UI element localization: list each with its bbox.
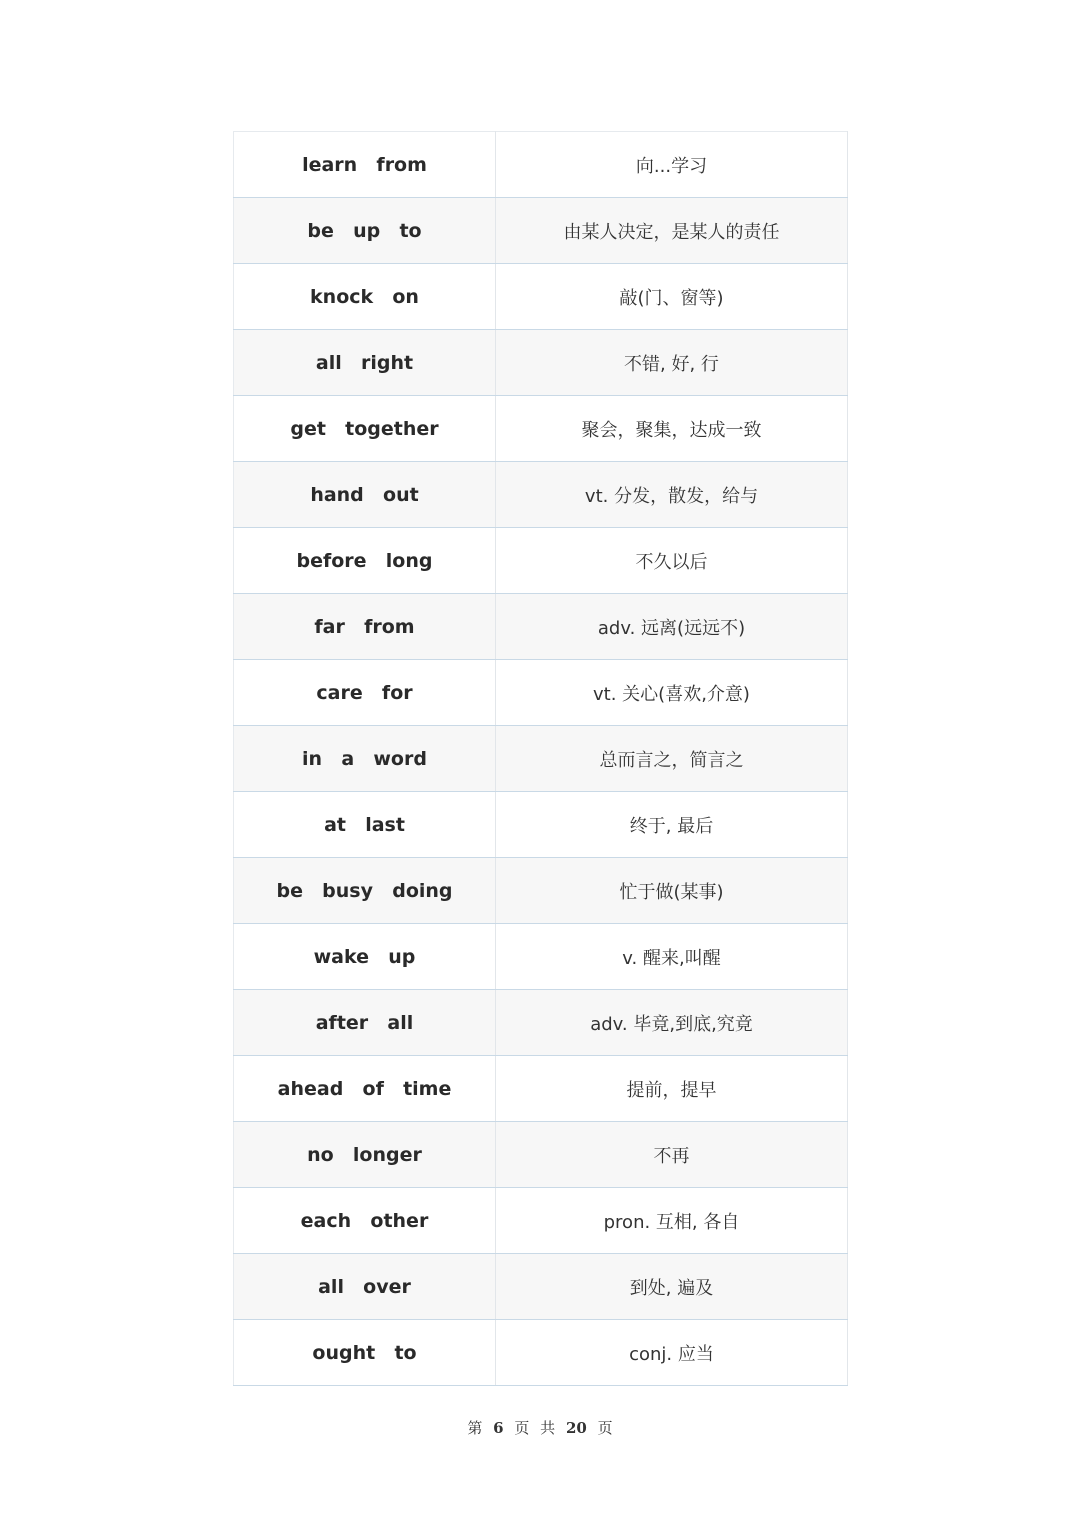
meaning-cell: 不久以后	[496, 528, 848, 594]
footer-suffix: 页	[597, 1419, 613, 1437]
meaning-cell: pron. 互相, 各自	[496, 1188, 848, 1254]
phrase-cell: wake up	[234, 924, 496, 990]
table-row	[234, 198, 848, 264]
phrase-cell: all right	[234, 330, 496, 396]
meaning-cell: 聚会，聚集，达成一致	[496, 396, 848, 462]
table-row	[234, 330, 848, 396]
meaning-cell: 总而言之，简言之	[496, 726, 848, 792]
table-row	[234, 1320, 848, 1386]
phrase-cell: ahead of time	[234, 1056, 496, 1122]
meaning-cell: 提前，提早	[496, 1056, 848, 1122]
meaning-cell: 不错, 好, 行	[496, 330, 848, 396]
phrase-cell: be busy doing	[234, 858, 496, 924]
phrase-cell: after all	[234, 990, 496, 1056]
meaning-cell: adv. 毕竟,到底,究竟	[496, 990, 848, 1056]
table-row	[234, 858, 848, 924]
phrase-cell: at last	[234, 792, 496, 858]
table-row	[234, 528, 848, 594]
phrase-cell: in a word	[234, 726, 496, 792]
table-row	[234, 1254, 848, 1320]
current-page-number: 6	[493, 1419, 504, 1437]
table-row	[234, 1122, 848, 1188]
phrase-cell: each other	[234, 1188, 496, 1254]
meaning-cell: vt. 分发，散发，给与	[496, 462, 848, 528]
table-row	[234, 990, 848, 1056]
table-row	[234, 462, 848, 528]
table-row	[234, 1056, 848, 1122]
meaning-cell: 由某人决定，是某人的责任	[496, 198, 848, 264]
footer-middle: 页 共	[514, 1419, 556, 1437]
meaning-cell: 终于, 最后	[496, 792, 848, 858]
table-row	[234, 792, 848, 858]
table-row	[234, 1188, 848, 1254]
vocabulary-table-body	[234, 132, 848, 1386]
meaning-cell: v. 醒来,叫醒	[496, 924, 848, 990]
table-row	[234, 264, 848, 330]
table-row	[234, 594, 848, 660]
table-row	[234, 660, 848, 726]
phrase-cell: get together	[234, 396, 496, 462]
table-row	[234, 726, 848, 792]
phrase-cell: all over	[234, 1254, 496, 1320]
phrase-cell: no longer	[234, 1122, 496, 1188]
table-row	[234, 396, 848, 462]
table-row	[234, 924, 848, 990]
footer-prefix: 第	[467, 1419, 483, 1437]
phrase-cell: far from	[234, 594, 496, 660]
phrase-cell: care for	[234, 660, 496, 726]
meaning-cell: 敲(门、窗等)	[496, 264, 848, 330]
meaning-cell: 向...学习	[496, 132, 848, 198]
meaning-cell: 忙于做(某事)	[496, 858, 848, 924]
phrase-cell: be up to	[234, 198, 496, 264]
meaning-cell: 到处, 遍及	[496, 1254, 848, 1320]
meaning-cell: conj. 应当	[496, 1320, 848, 1386]
phrase-cell: ought to	[234, 1320, 496, 1386]
phrase-cell: before long	[234, 528, 496, 594]
phrase-cell: learn from	[234, 132, 496, 198]
page-footer	[0, 1417, 1080, 1438]
vocabulary-table	[233, 131, 848, 1386]
phrase-cell: hand out	[234, 462, 496, 528]
meaning-cell: vt. 关心(喜欢,介意)	[496, 660, 848, 726]
meaning-cell: adv. 远离(远远不)	[496, 594, 848, 660]
total-page-number: 20	[565, 1419, 587, 1437]
phrase-cell: knock on	[234, 264, 496, 330]
table-row	[234, 132, 848, 198]
meaning-cell: 不再	[496, 1122, 848, 1188]
